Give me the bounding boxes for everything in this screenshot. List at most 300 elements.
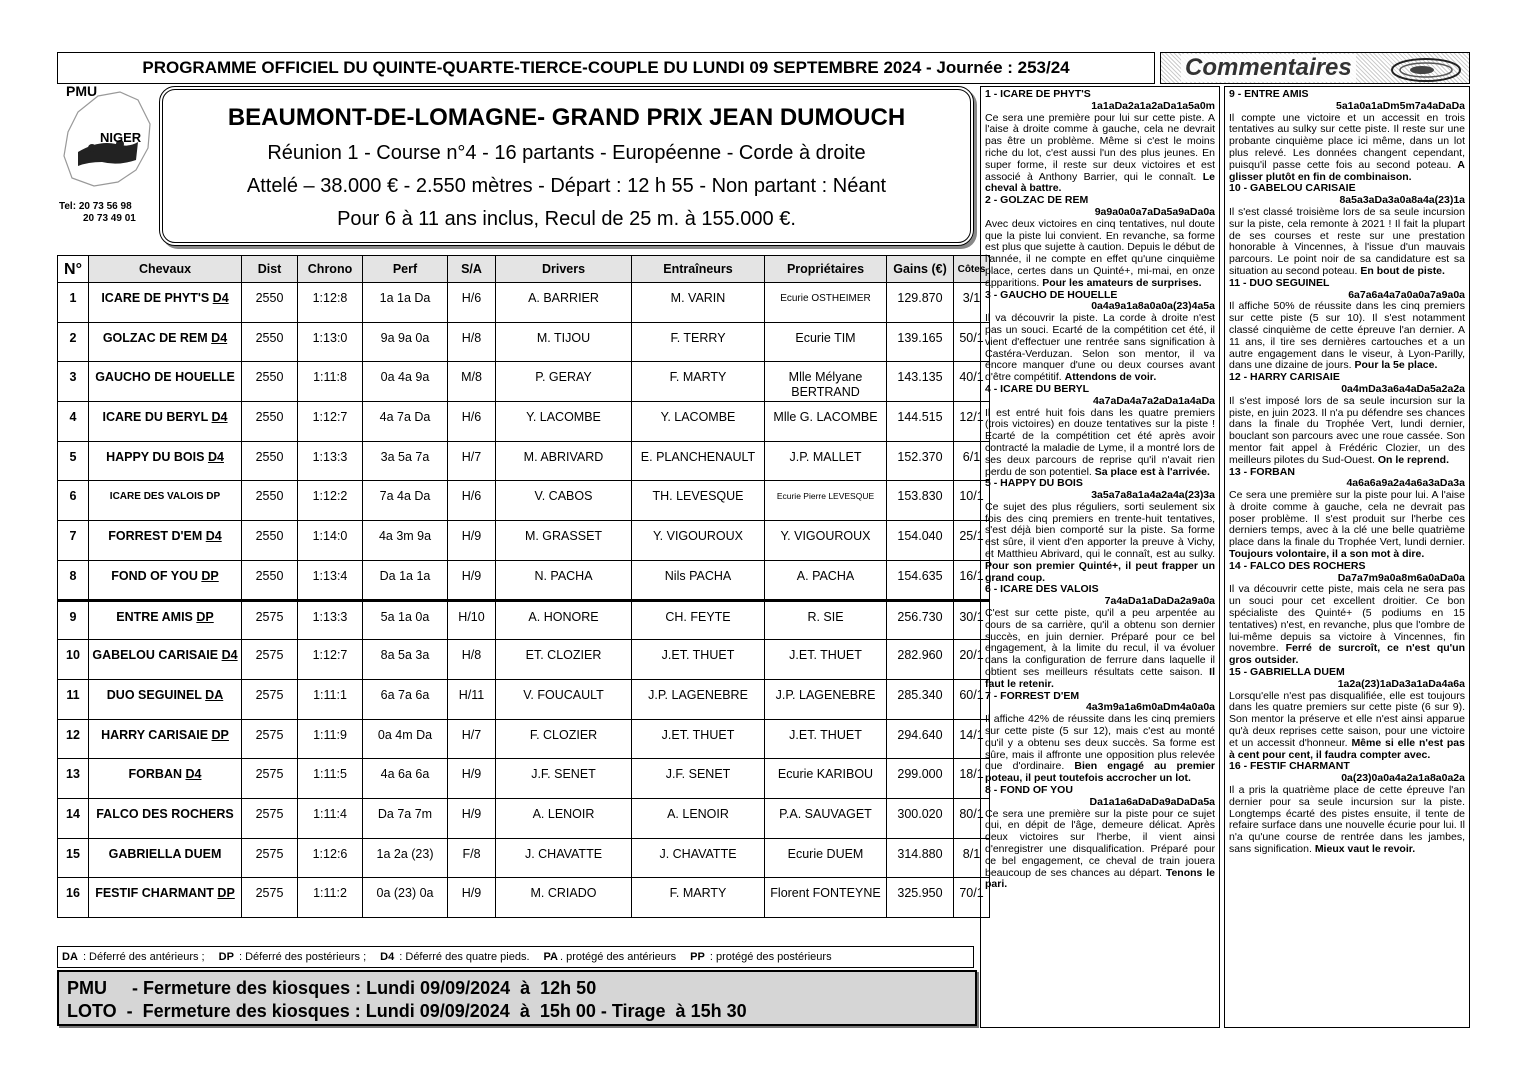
cell-driver: Y. LACOMBE xyxy=(496,402,632,442)
cell-sa: H/9 xyxy=(448,798,496,838)
table-body xyxy=(58,283,990,918)
comment-musique: 9a9a0a0a7aDa5a9aDa0a xyxy=(1094,205,1215,218)
cell-sa: H/10 xyxy=(448,600,496,640)
comments-column-2 xyxy=(1224,86,1470,1028)
cell-num: 8 xyxy=(58,560,89,600)
comment-text xyxy=(985,313,1215,384)
cell-gains: 154.040 xyxy=(887,521,954,561)
cell-num: 11 xyxy=(58,679,89,719)
cell-dist: 2550 xyxy=(242,481,298,521)
col-header: Propriétaires xyxy=(765,256,887,283)
cell-gains: 154.635 xyxy=(887,560,954,600)
col-header: Perf xyxy=(363,256,448,283)
comment-musique: 0a4mDa3a6a4aDa5a2a2a xyxy=(1341,382,1465,395)
comment-horse-heading: 2 - GOLZAC DE REM xyxy=(985,194,1089,207)
cell-cote: 6/1 xyxy=(954,441,990,481)
comment-musique: 1a2a(23)1aDa3a1aDa4a6a xyxy=(1337,677,1465,690)
cell-num: 13 xyxy=(58,759,89,799)
cell-trainer: E. PLANCHENAULT xyxy=(632,441,765,481)
comment-text xyxy=(985,113,1215,196)
cell-trainer: J.ET. THUET xyxy=(632,640,765,680)
comment-text xyxy=(1229,691,1465,762)
table-row xyxy=(58,560,990,600)
cell-chrono: 1:14:0 xyxy=(298,521,363,561)
cell-cote: 3/1 xyxy=(954,283,990,323)
cell-trainer: J.ET. THUET xyxy=(632,719,765,759)
comment-verdict: A glisser plutôt en fin de combinaison. xyxy=(1229,158,1465,183)
cell-perf: 4a 7a Da xyxy=(363,402,448,442)
comment-body: Ce sera une première sur la piste pour lui. A l'aise à droite comme à gauche, cela ne devrait pas poser problème. Il s'est produit sur l'herbe ces derniers temps, avec à la clé une belle quatrième place dans la finale du Trophée Vert, lundi dernier. xyxy=(1229,489,1465,549)
cell-num: 3 xyxy=(58,362,89,402)
cell-driver: M. GRASSET xyxy=(496,521,632,561)
comment-text xyxy=(1229,301,1465,372)
comment-horse-heading: 12 - HARRY CARISAIE xyxy=(1229,371,1340,384)
cell-gains: 153.830 xyxy=(887,481,954,521)
cell-gains: 256.730 xyxy=(887,600,954,640)
cell-perf: 0a 4m Da xyxy=(363,719,448,759)
horse-name: GAUCHO DE HOUELLE xyxy=(95,370,235,385)
table-row xyxy=(58,441,990,481)
comment-text xyxy=(1229,584,1465,667)
cell-sa: H/8 xyxy=(448,640,496,680)
comment-musique: 7a4aDa1aDaDa2a9a0a xyxy=(1104,595,1215,608)
cell-sa: M/8 xyxy=(448,362,496,402)
comment-body: Il va découvrir cette piste, mais cela ne sera pas un souci pour cet excellent droitier. Ce bon spécialiste des Quinté+ (5 podiums en 15 tentatives) n'est, en revanche, plus que l'ombre de lui-même depuis sa victoire à Vincennes, fin novembre. xyxy=(1229,583,1465,655)
comment-horse-heading: 11 - DUO SEGUINEL xyxy=(1229,276,1330,289)
legend-code: DP xyxy=(218,951,234,963)
cell-chrono: 1:12:8 xyxy=(298,283,363,323)
cell-owner: Ecurie KARIBOU xyxy=(765,759,887,799)
ferrure-code: D4 xyxy=(221,648,238,663)
comment-text xyxy=(1229,396,1465,467)
cell-perf: Da 1a 1a xyxy=(363,560,448,600)
table-row xyxy=(58,838,990,878)
legend-code: PA xyxy=(543,951,558,963)
cell-dist: 2550 xyxy=(242,441,298,481)
cell-cote: 80/1 xyxy=(954,798,990,838)
comment-text xyxy=(1229,490,1465,561)
cell-driver: M. ABRIVARD xyxy=(496,441,632,481)
cell-chrono: 1:12:7 xyxy=(298,640,363,680)
comment-text xyxy=(985,608,1215,691)
horse-name: FORREST D'EM xyxy=(108,529,203,544)
cell-perf: 0a (23) 0a xyxy=(363,878,448,918)
cell-perf: 8a 5a 3a xyxy=(363,640,448,680)
cell-horse xyxy=(89,798,242,838)
cell-horse xyxy=(89,759,242,799)
col-header: Chrono xyxy=(298,256,363,283)
legend-bar xyxy=(57,946,974,968)
cell-sa: H/7 xyxy=(448,441,496,481)
legend-item xyxy=(380,951,529,963)
comment-verdict: Pour la 5e place. xyxy=(1354,359,1438,372)
comment-body: Ce sujet des plus réguliers, sorti seulement six fois des cinq premiers en trente-huit tentatives, s'est déjà bien comporté sur la piste. Sa forme est sûre, il vient d'en apporter la preuve à Vichy, et Matthieu Abrivard, qui le connaît, est au sulky. xyxy=(985,500,1215,561)
cell-cote: 14/1 xyxy=(954,719,990,759)
cell-cote: 60/1 xyxy=(954,679,990,719)
cell-horse xyxy=(89,521,242,561)
cell-perf: 4a 3m 9a xyxy=(363,521,448,561)
cell-owner: Ecurie DUEM xyxy=(765,838,887,878)
table-row xyxy=(58,719,990,759)
col-header: Entraîneurs xyxy=(632,256,765,283)
cell-dist: 2550 xyxy=(242,362,298,402)
cell-trainer: Y. LACOMBE xyxy=(632,402,765,442)
table-row xyxy=(58,878,990,918)
legend-text: . protégé des antérieurs xyxy=(559,951,677,963)
comment-musique: 3a5a7a8a1a4a2a4a(23)3a xyxy=(1091,489,1215,502)
comment-musique: Da1a1a6aDaDa9aDaDa5a xyxy=(1089,795,1215,808)
cell-driver: J. CHAVATTE xyxy=(496,838,632,878)
cell-driver: J.F. SENET xyxy=(496,759,632,799)
comment-body: C'est sur cette piste, qu'il a peu arpentée au cours de sa carrière, qu'il a obtenu son dernier succès, en juin dernier. Préparé pour ce bel engagement, à la limite du recul, il va évoluer dans la configuration de ferrure dans laquelle il obtient ses meilleurs résultats cette saison. xyxy=(985,607,1215,679)
comment-body: Avec deux victoires en cinq tentatives, nul doute que la piste lui convient. En revanche, sa forme est plus que sujette à caution. Depuis le début de l'année, il ne compte en effet qu'une cinquième place, certes dans un Quinté+, mi-mai, en onze apparitions. xyxy=(985,217,1215,289)
ferrure-code: D4 xyxy=(212,291,229,305)
rider-logo-icon xyxy=(1389,55,1463,83)
comment-musique: Da7a7m9a0a8m6a0aDa0a xyxy=(1337,571,1465,584)
cell-dist: 2575 xyxy=(242,600,298,640)
legend-item xyxy=(62,951,205,963)
cell-cote: 70/1 xyxy=(954,878,990,918)
ferrure-code: D4 xyxy=(211,410,228,425)
comment-horse-heading: 16 - FESTIF CHARMANT xyxy=(1229,760,1350,773)
ferrure-code: DP xyxy=(201,568,219,583)
table-row xyxy=(58,640,990,680)
tel-line-1: Tel: 20 73 56 98 xyxy=(59,201,132,212)
cell-gains: 325.950 xyxy=(887,878,954,918)
comment-musique: 1a1aDa2a1a2aDa1a5a0m xyxy=(1091,99,1215,112)
table-row xyxy=(58,679,990,719)
cell-trainer: F. MARTY xyxy=(632,362,765,402)
comment-verdict: Le cheval à battre. xyxy=(985,170,1215,195)
race-title: BEAUMONT-DE-LOMAGNE- GRAND PRIX JEAN DUMOUCH xyxy=(227,104,906,131)
cell-dist: 2550 xyxy=(242,402,298,442)
race-info-line-2: Attelé – 38.000 € - 2.550 mètres - Départ : 12 h 55 - Non partant : Néant xyxy=(246,175,887,197)
cell-chrono: 1:13:3 xyxy=(298,441,363,481)
cell-perf: 1a 1a Da xyxy=(363,283,448,323)
comment-horse-heading: 5 - HAPPY DU BOIS xyxy=(985,477,1083,490)
cell-trainer: TH. LEVESQUE xyxy=(632,481,765,521)
cell-owner: Ecurie Pierre LEVESQUE xyxy=(765,481,887,521)
horse-name: ICARE DES VALOIS DP xyxy=(109,491,221,503)
comment-body: Il s'est classé troisième lors de sa seule incursion sur la piste, cela remonte à 2021 ! Il fait la plupart de ses courses et reste sur une prestation honorable à Vincennes, à l'issue d'un mauvais parcours. Le point noir de sa candidature est sa situation au second poteau. xyxy=(1229,205,1465,277)
cell-trainer: F. MARTY xyxy=(632,878,765,918)
comment-text xyxy=(985,408,1215,479)
cell-owner: Mlle Mélyane BERTRAND xyxy=(765,362,887,402)
table-row xyxy=(58,600,990,640)
closing-times-box xyxy=(57,970,977,1026)
ferrure-code: DP xyxy=(217,886,235,901)
col-header: Dist xyxy=(242,256,298,283)
cell-owner: J.ET. THUET xyxy=(765,719,887,759)
cell-gains: 143.135 xyxy=(887,362,954,402)
cell-trainer: J.F. SENET xyxy=(632,759,765,799)
cell-trainer: A. LENOIR xyxy=(632,798,765,838)
ferrure-code: D4 xyxy=(185,767,202,782)
cell-trainer: Nils PACHA xyxy=(632,560,765,600)
cell-horse xyxy=(89,878,242,918)
cell-chrono: 1:11:9 xyxy=(298,719,363,759)
programme-title xyxy=(57,52,1155,84)
cell-dist: 2550 xyxy=(242,560,298,600)
col-header: S/A xyxy=(448,256,496,283)
cell-horse xyxy=(89,679,242,719)
horse-name: HARRY CARISAIE xyxy=(101,727,209,742)
comment-musique: 0a4a9a1a8a0a0a(23)4a5a xyxy=(1091,300,1215,313)
comment-verdict: Toujours volontaire, il a son mot à dire. xyxy=(1229,548,1425,561)
cell-trainer: Y. VIGOUROUX xyxy=(632,521,765,561)
cell-owner: P.A. SAUVAGET xyxy=(765,798,887,838)
comment-text xyxy=(1229,113,1465,184)
commentaires-title: Commentaires xyxy=(1181,54,1356,82)
table-row xyxy=(58,322,990,362)
comment-verdict: Bien engagé au premier poteau, il peut toutefois accrocher un lot. xyxy=(985,760,1215,785)
table-row xyxy=(58,481,990,521)
cell-perf: 5a 1a 0a xyxy=(363,600,448,640)
table-row xyxy=(58,402,990,442)
horse-name: FALCO DES ROCHERS xyxy=(96,806,234,821)
legend-code: DA xyxy=(62,951,78,963)
cell-chrono: 1:13:0 xyxy=(298,322,363,362)
cell-horse xyxy=(89,481,242,521)
horse-name: ENTRE AMIS xyxy=(116,609,193,624)
comment-body: Il est entré huit fois dans les quatre premiers (trois victoires) en douze tentatives sur la piste ! Ecarté de la compétition cet été après avoir contracté la maladie de Lyme, il a montré lors de ses deux parcours de reprise qu'il n'avait rien perdu de son potentiel. xyxy=(985,406,1215,478)
telephone-block xyxy=(59,201,136,225)
comment-horse-heading: 10 - GABELOU CARISAIE xyxy=(1229,182,1356,195)
cell-sa: H/9 xyxy=(448,759,496,799)
cell-chrono: 1:11:4 xyxy=(298,798,363,838)
cell-cote: 50/1 xyxy=(954,322,990,362)
col-header: Côtes xyxy=(954,256,990,283)
cell-owner: Ecurie OSTHEIMER xyxy=(765,283,887,323)
cell-gains: 139.165 xyxy=(887,322,954,362)
cell-owner: Y. VIGOUROUX xyxy=(765,521,887,561)
programme-title-text: PROGRAMME OFFICIEL DU QUINTE-QUARTE-TIERCE-COUPLE DU LUNDI 09 SEPTEMBRE 2024 - Journée : 253/24 xyxy=(142,58,1070,77)
cell-chrono: 1:12:6 xyxy=(298,838,363,878)
comment-body: Il affiche 42% de réussite dans les cinq premiers sur cette piste (5 sur 12), mais c'est au monté qu'il y a obtenu ses deux succès. Sa forme est sûre, mais il affronte une opposition plus relevée que d'ordinaire. xyxy=(985,713,1215,773)
cell-trainer: CH. FEYTE xyxy=(632,600,765,640)
cell-horse xyxy=(89,283,242,323)
cell-dist: 2575 xyxy=(242,798,298,838)
table-row xyxy=(58,521,990,561)
col-header: Gains (€) xyxy=(887,256,954,283)
logo-text-pmu: PMU xyxy=(66,83,98,99)
partants-table xyxy=(57,255,990,918)
cell-cote: 40/1 xyxy=(954,362,990,402)
cell-perf: Da 7a 7m xyxy=(363,798,448,838)
cell-owner: Florent FONTEYNE xyxy=(765,878,887,918)
cell-num: 5 xyxy=(58,441,89,481)
comment-verdict: Sa place est à l'arrivée. xyxy=(1094,465,1210,478)
cell-owner: R. SIE xyxy=(765,600,887,640)
comment-horse-heading: 15 - GABRIELLA DUEM xyxy=(1229,666,1345,679)
cell-num: 4 xyxy=(58,402,89,442)
cell-cote: 10/1 xyxy=(954,481,990,521)
cell-owner: A. PACHA xyxy=(765,560,887,600)
comment-horse-heading: 1 - ICARE DE PHYT'S xyxy=(985,88,1091,100)
cell-horse xyxy=(89,640,242,680)
cell-horse xyxy=(89,362,242,402)
cell-gains: 294.640 xyxy=(887,719,954,759)
cell-driver: V. FOUCAULT xyxy=(496,679,632,719)
cell-trainer: J.P. LAGENEBRE xyxy=(632,679,765,719)
cell-chrono: 1:11:2 xyxy=(298,878,363,918)
cell-num: 10 xyxy=(58,640,89,680)
cell-perf: 7a 4a Da xyxy=(363,481,448,521)
closing-line-pmu: PMU - Fermeture des kiosques : Lundi 09/09/2024 à 12h 50 xyxy=(67,978,597,998)
cell-perf: 0a 4a 9a xyxy=(363,362,448,402)
cell-dist: 2575 xyxy=(242,878,298,918)
cell-num: 16 xyxy=(58,878,89,918)
comment-verdict: Tenons le pari. xyxy=(985,866,1216,891)
cell-dist: 2550 xyxy=(242,521,298,561)
cell-dist: 2575 xyxy=(242,719,298,759)
cell-num: 9 xyxy=(58,600,89,640)
comment-text xyxy=(1229,207,1465,278)
tel-line-2: 20 73 49 01 xyxy=(83,213,136,224)
cell-driver: P. GERAY xyxy=(496,362,632,402)
cell-num: 12 xyxy=(58,719,89,759)
cell-chrono: 1:12:7 xyxy=(298,402,363,442)
cell-gains: 314.880 xyxy=(887,838,954,878)
table-row xyxy=(58,759,990,799)
legend-text: : protégé des postérieurs xyxy=(706,951,832,963)
ferrure-code: DP xyxy=(211,727,229,742)
comment-verdict: Pour son premier Quinté+, il peut frapper un grand coup. xyxy=(985,559,1215,584)
cell-chrono: 1:13:3 xyxy=(298,600,363,640)
cell-perf: 1a 2a (23) xyxy=(363,838,448,878)
cell-sa: H/6 xyxy=(448,402,496,442)
comment-verdict: Pour les amateurs de surprises. xyxy=(1042,276,1202,289)
race-info-line-1: Réunion 1 - Course n°4 - 16 partants - Européenne - Corde à droite xyxy=(267,142,866,164)
horse-name: FOND OF YOU xyxy=(111,568,198,583)
cell-sa: H/6 xyxy=(448,283,496,323)
comment-musique: 0a(23)0a0a4a2a1a8a0a2a xyxy=(1341,772,1465,785)
cell-chrono: 1:13:4 xyxy=(298,560,363,600)
ferrure-code: DA xyxy=(205,687,224,702)
legend-item xyxy=(544,951,677,963)
cell-perf: 4a 6a 6a xyxy=(363,759,448,799)
cell-driver: V. CABOS xyxy=(496,481,632,521)
col-header: N° xyxy=(58,256,89,283)
cell-num: 1 xyxy=(58,283,89,323)
cell-trainer: F. TERRY xyxy=(632,322,765,362)
cell-sa: H/6 xyxy=(448,481,496,521)
cell-owner: J.P. MALLET xyxy=(765,441,887,481)
cell-driver: ET. CLOZIER xyxy=(496,640,632,680)
comment-body: Lorsqu'elle n'est pas disqualifiée, elle est toujours dans les quatre premiers sur cette piste (6 sur 9). Son mentor la préserve et elle n'est ainsi apparue qu'à deux reprises cette saison, pour une victoire et un accessit d'honneur. xyxy=(1229,689,1465,749)
cell-driver: M. CRIADO xyxy=(496,878,632,918)
cell-horse xyxy=(89,441,242,481)
comment-verdict: Mieux vaut le revoir. xyxy=(1314,843,1416,855)
comment-verdict: Même si elle n'est pas à cent pour cent, il faudra compter avec. xyxy=(1229,736,1465,761)
legend-text: : Déferré des postérieurs ; xyxy=(235,951,367,963)
cell-dist: 2550 xyxy=(242,283,298,323)
cell-num: 2 xyxy=(58,322,89,362)
pmu-niger-logo xyxy=(58,82,154,202)
cell-horse xyxy=(89,838,242,878)
cell-chrono: 1:11:8 xyxy=(298,362,363,402)
cell-gains: 285.340 xyxy=(887,679,954,719)
cell-driver: A. BARRIER xyxy=(496,283,632,323)
comment-musique: 4a7aDa4a7a2aDa1a4aDa xyxy=(1092,394,1215,407)
race-info-line-3: Pour 6 à 11 ans inclus, Recul de 25 m. à 155.000 €. xyxy=(337,208,796,230)
cell-dist: 2575 xyxy=(242,679,298,719)
legend-text: : Déferré des antérieurs ; xyxy=(79,951,205,963)
cell-sa: H/7 xyxy=(448,719,496,759)
comment-body: Il va découvrir la piste. La corde à droite n'est pas un souci. Ecarté de la compétition cet été, il vient d'effectuer une rentrée sans signification à Castéra-Verduzan. Selon son mentor, il va encore manquer d'une ou deux courses avant d'être compétitif. xyxy=(985,312,1215,384)
comment-horse-heading: 13 - FORBAN xyxy=(1229,465,1295,478)
cell-gains: 152.370 xyxy=(887,441,954,481)
cell-horse xyxy=(89,560,242,600)
comment-body: Il a pris la quatrième place de cette épreuve l'an dernier pour sa seule incursion sur la piste. Longtemps écarté des pistes ensuite, il tente de refaire surface dans une nouvelle écurie pour lui. Il n'a qu'une course de rentrée dans les jambes, sans signification. xyxy=(1229,784,1465,855)
cell-sa: H/9 xyxy=(448,878,496,918)
cell-cote: 16/1 xyxy=(954,560,990,600)
cell-num: 7 xyxy=(58,521,89,561)
cell-owner: Mlle G. LACOMBE xyxy=(765,402,887,442)
horse-name: DUO SEGUINEL xyxy=(106,687,202,702)
cell-cote: 20/1 xyxy=(954,640,990,680)
comment-body: Il affiche 50% de réussite dans les cinq premiers sur cette piste (5 sur 10). Il s'est notamment classé cinquième de cette épreuve l'an dernier. A 11 ans, il tire ses dernières cartouches et a un autre engagement dans le viseur, à Lyon-Parilly, dans une dizaine de jours. xyxy=(1229,300,1465,372)
cell-horse xyxy=(89,402,242,442)
comment-horse-heading: 8 - FOND OF YOU xyxy=(985,784,1073,797)
legend-item xyxy=(690,951,831,963)
cell-driver: A. HONORE xyxy=(496,600,632,640)
horse-name: FORBAN xyxy=(128,767,182,782)
comment-musique: 4a3m9a1a6m0aDm4a0a0a xyxy=(1085,701,1215,714)
cell-cote: 12/1 xyxy=(954,402,990,442)
logo-text-niger: NIGER xyxy=(100,130,142,145)
table-row xyxy=(58,362,990,402)
niger-map-icon xyxy=(58,82,154,202)
table-row xyxy=(58,283,990,323)
cell-sa: F/8 xyxy=(448,838,496,878)
cell-gains: 129.870 xyxy=(887,283,954,323)
cell-chrono: 1:11:5 xyxy=(298,759,363,799)
comment-verdict: Il faut le retenir. xyxy=(985,666,1215,690)
comment-text xyxy=(985,219,1215,290)
cell-sa: H/9 xyxy=(448,521,496,561)
cell-driver: M. TIJOU xyxy=(496,322,632,362)
legend-code: D4 xyxy=(380,951,395,963)
cell-sa: H/9 xyxy=(448,560,496,600)
comment-verdict: On le reprend. xyxy=(1377,453,1450,466)
cell-gains: 299.000 xyxy=(887,759,954,799)
legend-code: PP xyxy=(690,951,705,963)
cell-cote: 30/1 xyxy=(954,600,990,640)
cell-horse xyxy=(89,600,242,640)
ferrure-code: DP xyxy=(196,609,214,624)
horse-name: GOLZAC DE REM xyxy=(102,330,208,345)
comment-verdict: Attendons de voir. xyxy=(1064,371,1157,384)
cell-gains: 300.020 xyxy=(887,798,954,838)
cell-trainer: J. CHAVATTE xyxy=(632,838,765,878)
closing-line-loto: LOTO - Fermeture des kiosques : Lundi 09/09/2024 à 15h 00 - Tirage à 15h 30 xyxy=(67,1001,747,1021)
comment-horse-heading: 14 - FALCO DES ROCHERS xyxy=(1229,559,1366,572)
cell-horse xyxy=(89,719,242,759)
cell-sa: H/8 xyxy=(448,322,496,362)
cell-chrono: 1:12:2 xyxy=(298,481,363,521)
cell-owner: J.ET. THUET xyxy=(765,640,887,680)
cell-perf: 9a 9a 0a xyxy=(363,322,448,362)
cell-owner: Ecurie TIM xyxy=(765,322,887,362)
cell-driver: A. LENOIR xyxy=(496,798,632,838)
comment-text xyxy=(985,502,1215,585)
cell-cote: 25/1 xyxy=(954,521,990,561)
cell-trainer: M. VARIN xyxy=(632,283,765,323)
comment-body: Ce sera une première pour lui sur cette piste. A l'aise à droite comme à gauche, cela ne devrait pas être un problème. Même si c'est le moins riche du lot, c'est aussi l'un des plus jeunes. En super forme, il reste sur deux victoires et est associé à Anthony Barrier, qui le connaît. xyxy=(985,111,1215,183)
cell-gains: 144.515 xyxy=(887,402,954,442)
comments-column-1 xyxy=(980,86,1220,1028)
